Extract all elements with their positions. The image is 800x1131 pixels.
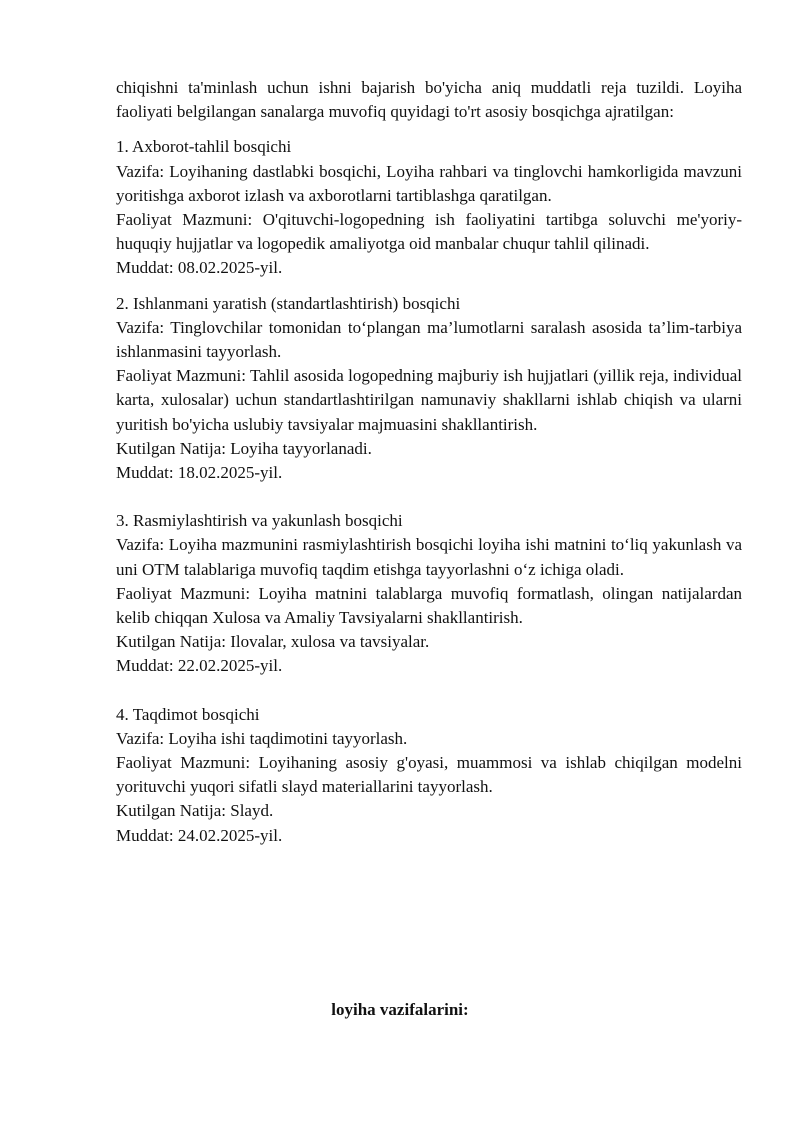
- stage-1: [116, 135, 742, 280]
- stage-content: Faoliyat Mazmuni: Tahlil asosida logopedning majburiy ish hujjatlari (yillik reja, individual karta, xulosalar) uchun standartlashtirilgan namunaviy shakllarni ishlab chiqish va ularni yuritish bo'yicha uslubiy tavsiyalar majmuasini shakllantirish.: [116, 366, 742, 434]
- stage-title: 1. Axborot-tahlil bosqichi: [116, 137, 292, 157]
- stage-deadline: Muddat: 24.02.2025-yil.: [116, 825, 283, 845]
- closing-heading: loyiha vazifalarini:: [331, 1000, 469, 1019]
- stage-title: 2. Ishlanmani yaratish (standartlashtirish) bosqichi: [116, 293, 461, 313]
- stage-result: Kutilgan Natija: Ilovalar, xulosa va tavsiyalar.: [116, 632, 430, 652]
- document-body: [116, 76, 742, 848]
- intro-paragraph: chiqishni ta'minlash uchun ishni bajarish bo'yicha aniq muddatli reja tuzildi. Loyiha faoliyati belgilangan sanalarga muvofiq quyidagi to'rt asosiy bosqichga ajratilgan:: [116, 78, 742, 122]
- stage-3: [116, 509, 742, 678]
- stage-4: [116, 703, 742, 848]
- stage-deadline: Muddat: 22.02.2025-yil.: [116, 656, 283, 676]
- stage-task: Vazifa: Loyihaning dastlabki bosqichi, Loyiha rahbari va tinglovchi hamkorligida mavzuni yoritishga axborot izlash va axborotlarni tartiblashga qaratilgan.: [116, 161, 742, 205]
- stage-title: 3. Rasmiylashtirish va yakunlash bosqichi: [116, 511, 403, 531]
- stage-deadline: Muddat: 08.02.2025-yil.: [116, 258, 283, 278]
- stage-task: Vazifa: Loyiha mazmunini rasmiylashtirish bosqichi loyiha ishi matnini to‘liq yakunlash va uni OTM talablariga muvofiq taqdim etishga tayyorlashni o‘z ichiga oladi.: [116, 535, 742, 579]
- stage-deadline: Muddat: 18.02.2025-yil.: [116, 463, 283, 483]
- stage-2: [116, 292, 742, 486]
- stage-task: Vazifa: Loyiha ishi taqdimotini tayyorlash.: [116, 728, 408, 748]
- stage-title: 4. Taqdimot bosqichi: [116, 704, 260, 724]
- stage-task: Vazifa: Tinglovchilar tomonidan to‘plangan ma’lumotlarni saralash asosida ta’lim-tarbiya ishlanmasini tayyorlash.: [116, 317, 742, 362]
- stage-result: Kutilgan Natija: Loyiha tayyorlanadi.: [116, 438, 372, 458]
- stage-content: Faoliyat Mazmuni: O'qituvchi-logopedning ish faoliyatini tartibga soluvchi me'yoriy-huquqiy hujjatlar va logopedik amaliyotga oid manbalar chuqur tahlil qilinadi.: [116, 210, 742, 254]
- stage-content: Faoliyat Mazmuni: Loyiha matnini talablarga muvofiq formatlash, olingan natijalardan kelib chiqqan Xulosa va Amaliy Tavsiyalarni shakllantirish.: [116, 583, 742, 628]
- stage-result: Kutilgan Natija: Slayd.: [116, 801, 274, 821]
- stage-content: Faoliyat Mazmuni: Loyihaning asosiy g'oyasi, muammosi va ishlab chiqilgan modelni yorituvchi yuqori sifatli slayd materiallarini tayyorlash.: [116, 753, 742, 797]
